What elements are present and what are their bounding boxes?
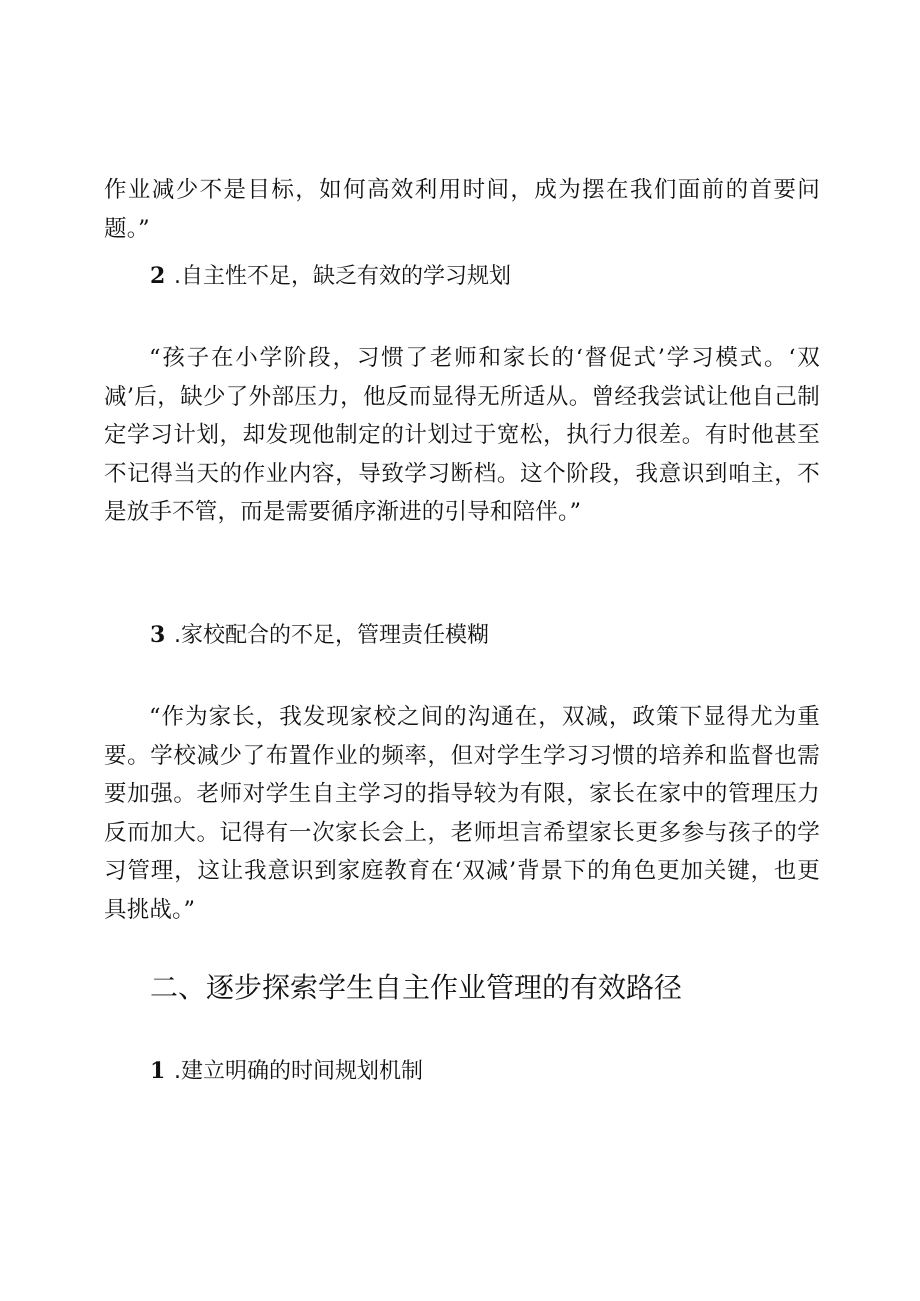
subheading-2-number: 2 — [150, 263, 166, 289]
subheading-1-text: .建立明确的时间规划机制 — [174, 1059, 423, 1084]
subheading-2 — [150, 261, 511, 292]
paragraph-autonomy: “孩子在小学阶段，习惯了老师和家长的‘督促式’学习模式。‘双减’后，缺少了外部压力，他反而显得无所适从。曾经我尝试让他自己制定学习计划，却发现他制定的计划过于宽松，执行力很差。有时他甚至不记得当天的作业内容，导致学习断档。这个阶段，我意识到咱主，不是放手不管，而是需要循序渐进的引导和陪伴。” — [104, 345, 820, 525]
paragraph-intro: 作业减少不是目标，如何高效利用时间，成为摆在我们面前的首要问题。” — [104, 177, 820, 242]
section-heading: 二、逐步探索学生自主作业管理的有效路径 — [150, 971, 683, 1004]
subheading-1 — [150, 1056, 423, 1087]
subheading-3 — [150, 620, 489, 651]
subheading-2-text: .自主性不足，缺乏有效的学习规划 — [174, 264, 511, 289]
subheading-3-number: 3 — [150, 622, 166, 648]
subheading-3-text: .家校配合的不足，管理责任模糊 — [174, 623, 489, 648]
paragraph-home-school: “作为家长，我发现家校之间的沟通在，双减，政策下显得尤为重要。学校减少了布置作业的频率，但对学生学习习惯的培养和监督也需要加强。老师对学生自主学习的指导较为有限，家长在家中的管理压力反而加大。记得有一次家长会上，老师坦言希望家长更多参与孩子的学习管理，这让我意识到家庭教育在‘双减’背景下的角色更加关键，也更具挑战。” — [104, 704, 820, 923]
subheading-1-number: 1 — [150, 1058, 166, 1084]
